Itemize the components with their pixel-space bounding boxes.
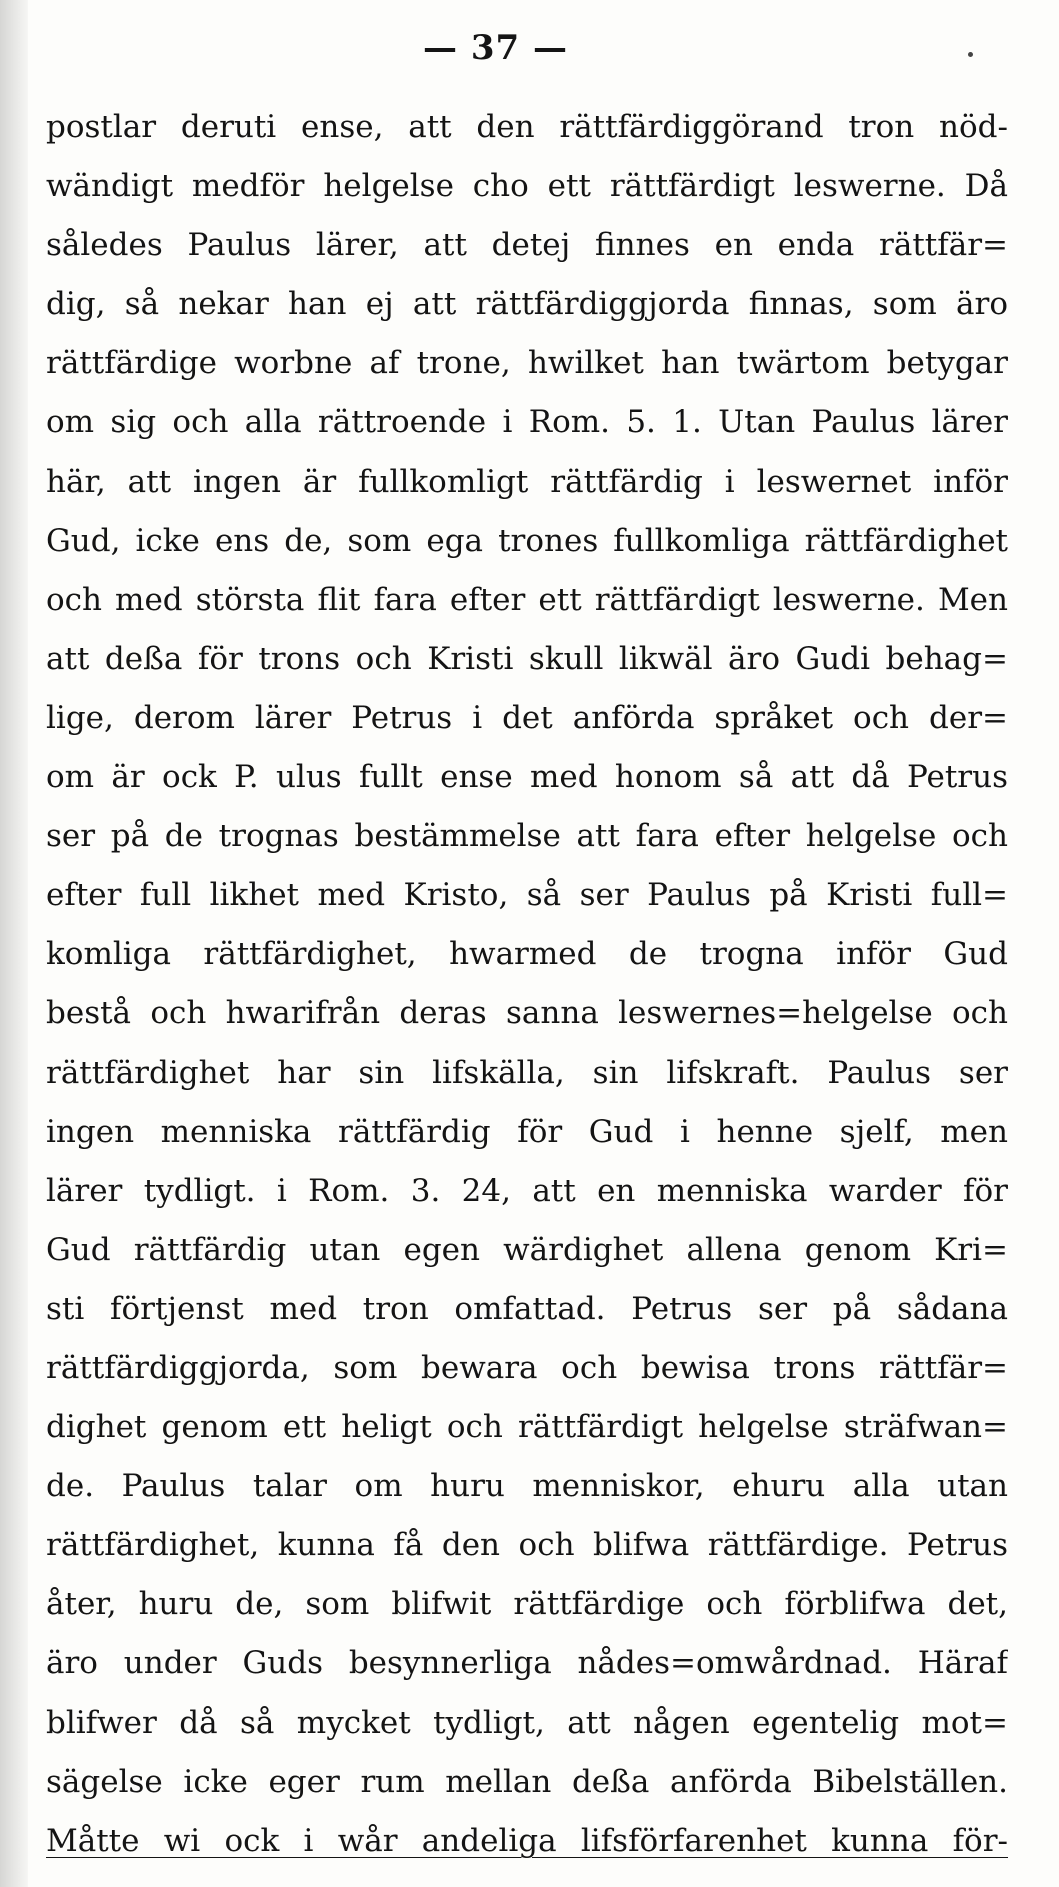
body-text: [46, 98, 1008, 1871]
text-line: sägelse icke eger rum mellan deßa anförda Bibelställen.: [46, 1763, 1008, 1800]
print-speck: [968, 52, 973, 57]
text-line: lige, derom lärer Petrus i det anförda språket och der=: [46, 699, 1008, 736]
text-line: om sig och alla rättroende i Rom. 5. 1. Utan Paulus lärer: [46, 404, 1008, 441]
text-line: efter full likhet med Kristo, så ser Paulus på Kristi full=: [46, 877, 1008, 914]
text-line: rättfärdige worbne af trone, hwilket han twärtom betygar: [46, 345, 1008, 382]
text-line: komliga rättfärdighet, hwarmed de trogna inför Gud: [46, 936, 1008, 973]
text-line: wändigt medför helgelse cho ett rättfärdigt leswerne. Då: [46, 168, 1008, 205]
text-line: sti förtjenst med tron omfattad. Petrus ser på sådana: [46, 1290, 1008, 1327]
text-line: dighet genom ett heligt och rättfärdigt helgelse sträfwan=: [46, 1409, 1008, 1446]
text-line: om är ock P. ulus fullt ense med honom så att då Petrus: [46, 759, 1008, 796]
text-line: att deßa för trons och Kristi skull likwäl äro Gudi behag=: [46, 640, 1008, 677]
text-line: postlar deruti ense, att den rättfärdiggörand tron nöd-: [46, 109, 1008, 145]
text-line: Gud rättfärdig utan egen wärdighet allena genom Kri=: [46, 1231, 1008, 1268]
text-line: blifwer då så mycket tydligt, att någen egentelig mot=: [46, 1704, 1008, 1741]
text-line: rättfärdiggjorda, som bewara och bewisa trons rättfär=: [46, 1349, 1008, 1386]
binding-edge: [0, 0, 28, 1887]
text-line: således Paulus lärer, att detej finnes en enda rättfär=: [46, 227, 1008, 264]
text-line: och med största flit fara efter ett rättfärdigt leswerne. Men: [46, 581, 1008, 618]
text-line: bestå och hwarifrån deras sanna leswernes=helgelse och: [46, 995, 1008, 1032]
text-line: rättfärdighet, kunna få den och blifwa rättfärdige. Petrus: [46, 1527, 1008, 1564]
text-line: dig, så nekar han ej att rättfärdiggjorda finnas, som äro: [46, 286, 1008, 323]
text-line: lärer tydligt. i Rom. 3. 24, att en menniska warder för: [46, 1172, 1008, 1209]
text-line: äro under Guds besynnerliga nådes=omwårdnad. Häraf: [46, 1645, 1008, 1682]
text-line: Måtte wi ock i wår andeliga lifsförfarenhet kunna för-: [46, 1822, 1008, 1859]
text-line: rättfärdighet har sin lifskälla, sin lifskraft. Paulus ser: [46, 1054, 1008, 1091]
text-line: Gud, icke ens de, som ega trones fullkomliga rättfärdighet: [46, 522, 1008, 559]
text-line: de. Paulus talar om huru menniskor, ehuru alla utan: [46, 1468, 1008, 1505]
text-line: ingen menniska rättfärdig för Gud i henne sjelf, men: [46, 1113, 1008, 1150]
text-line: här, att ingen är fullkomligt rättfärdig i leswernet inför: [46, 463, 1008, 500]
page-number: — 37 —: [423, 28, 568, 68]
text-line: ser på de trognas bestämmelse att fara efter helgelse och: [46, 818, 1008, 855]
text-line: åter, huru de, som blifwit rättfärdige och förblifwa det,: [46, 1586, 1008, 1623]
